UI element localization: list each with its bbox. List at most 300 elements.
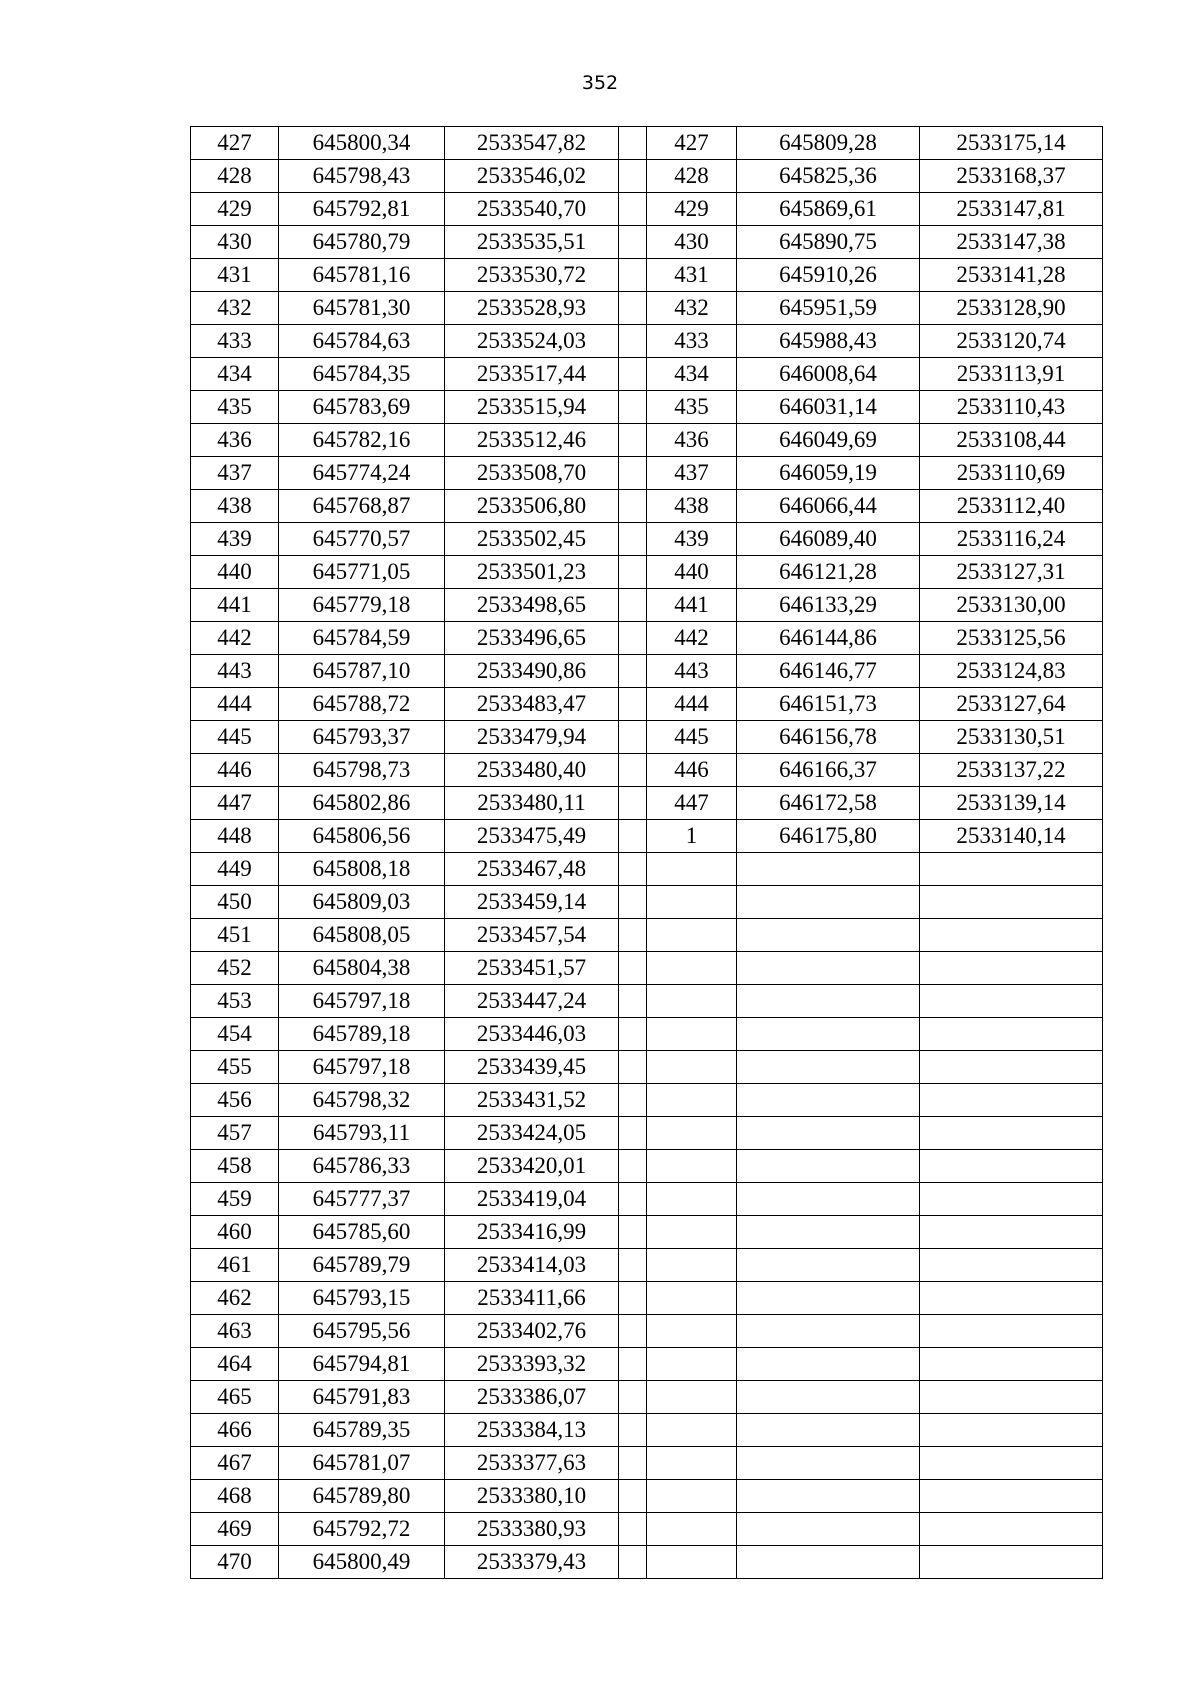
point-number-cell [647, 1150, 737, 1183]
table-row [191, 919, 1103, 952]
y-coordinate-cell: 2533175,14 [920, 127, 1103, 160]
x-coordinate-cell: 645781,07 [279, 1447, 445, 1480]
y-coordinate-cell: 2533498,65 [445, 589, 619, 622]
point-number-cell: 470 [191, 1546, 279, 1579]
spacer-cell [619, 754, 647, 787]
y-coordinate-cell: 2533431,52 [445, 1084, 619, 1117]
x-coordinate-cell: 645809,03 [279, 886, 445, 919]
y-coordinate-cell [920, 952, 1103, 985]
table-row [191, 556, 1103, 589]
table-row [191, 622, 1103, 655]
x-coordinate-cell: 645794,81 [279, 1348, 445, 1381]
spacer-cell [619, 1018, 647, 1051]
x-coordinate-cell [737, 1315, 920, 1348]
x-coordinate-cell: 645781,16 [279, 259, 445, 292]
point-number-cell: 441 [647, 589, 737, 622]
point-number-cell [647, 1381, 737, 1414]
spacer-cell [619, 1183, 647, 1216]
point-number-cell: 442 [191, 622, 279, 655]
point-number-cell: 445 [647, 721, 737, 754]
point-number-cell [647, 1249, 737, 1282]
spacer-cell [619, 1117, 647, 1150]
y-coordinate-cell: 2533439,45 [445, 1051, 619, 1084]
spacer-cell [619, 259, 647, 292]
point-number-cell: 429 [647, 193, 737, 226]
table-row [191, 886, 1103, 919]
y-coordinate-cell: 2533467,48 [445, 853, 619, 886]
spacer-cell [619, 1348, 647, 1381]
x-coordinate-cell: 645798,32 [279, 1084, 445, 1117]
y-coordinate-cell: 2533530,72 [445, 259, 619, 292]
y-coordinate-cell: 2533459,14 [445, 886, 619, 919]
x-coordinate-cell: 645797,18 [279, 985, 445, 1018]
point-number-cell: 432 [647, 292, 737, 325]
point-number-cell: 453 [191, 985, 279, 1018]
point-number-cell: 467 [191, 1447, 279, 1480]
y-coordinate-cell: 2533380,93 [445, 1513, 619, 1546]
y-coordinate-cell: 2533125,56 [920, 622, 1103, 655]
point-number-cell: 437 [191, 457, 279, 490]
x-coordinate-cell: 646133,29 [737, 589, 920, 622]
y-coordinate-cell [920, 1018, 1103, 1051]
x-coordinate-cell: 645910,26 [737, 259, 920, 292]
x-coordinate-cell: 645789,35 [279, 1414, 445, 1447]
x-coordinate-cell [737, 1282, 920, 1315]
spacer-cell [619, 127, 647, 160]
y-coordinate-cell: 2533547,82 [445, 127, 619, 160]
table-row [191, 1084, 1103, 1117]
point-number-cell: 430 [647, 226, 737, 259]
spacer-cell [619, 1282, 647, 1315]
y-coordinate-cell: 2533517,44 [445, 358, 619, 391]
y-coordinate-cell: 2533130,00 [920, 589, 1103, 622]
y-coordinate-cell [920, 1117, 1103, 1150]
point-number-cell: 445 [191, 721, 279, 754]
point-number-cell: 446 [647, 754, 737, 787]
y-coordinate-cell: 2533116,24 [920, 523, 1103, 556]
spacer-cell [619, 787, 647, 820]
spacer-cell [619, 853, 647, 886]
point-number-cell [647, 1183, 737, 1216]
table-row [191, 292, 1103, 325]
y-coordinate-cell: 2533508,70 [445, 457, 619, 490]
y-coordinate-cell: 2533120,74 [920, 325, 1103, 358]
point-number-cell: 443 [647, 655, 737, 688]
y-coordinate-cell [920, 853, 1103, 886]
coordinates-table-body [191, 127, 1103, 1579]
point-number-cell: 454 [191, 1018, 279, 1051]
y-coordinate-cell: 2533141,28 [920, 259, 1103, 292]
point-number-cell: 437 [647, 457, 737, 490]
spacer-cell [619, 1315, 647, 1348]
y-coordinate-cell: 2533451,57 [445, 952, 619, 985]
spacer-cell [619, 523, 647, 556]
y-coordinate-cell: 2533402,76 [445, 1315, 619, 1348]
y-coordinate-cell: 2533483,47 [445, 688, 619, 721]
spacer-cell [619, 1216, 647, 1249]
y-coordinate-cell [920, 1414, 1103, 1447]
x-coordinate-cell: 645777,37 [279, 1183, 445, 1216]
y-coordinate-cell: 2533393,32 [445, 1348, 619, 1381]
point-number-cell [647, 1414, 737, 1447]
table-row [191, 754, 1103, 787]
point-number-cell [647, 1546, 737, 1579]
point-number-cell: 457 [191, 1117, 279, 1150]
table-row [191, 787, 1103, 820]
y-coordinate-cell: 2533380,10 [445, 1480, 619, 1513]
page-number: 352 [581, 72, 619, 94]
x-coordinate-cell: 645988,43 [737, 325, 920, 358]
spacer-cell [619, 820, 647, 853]
x-coordinate-cell [737, 1513, 920, 1546]
y-coordinate-cell: 2533112,40 [920, 490, 1103, 523]
table-row [191, 1150, 1103, 1183]
point-number-cell [647, 1282, 737, 1315]
spacer-cell [619, 886, 647, 919]
y-coordinate-cell [920, 1546, 1103, 1579]
y-coordinate-cell: 2533447,24 [445, 985, 619, 1018]
spacer-cell [619, 226, 647, 259]
point-number-cell: 428 [191, 160, 279, 193]
point-number-cell [647, 1513, 737, 1546]
spacer-cell [619, 325, 647, 358]
x-coordinate-cell: 646008,64 [737, 358, 920, 391]
x-coordinate-cell [737, 1051, 920, 1084]
table-row [191, 853, 1103, 886]
x-coordinate-cell: 645785,60 [279, 1216, 445, 1249]
x-coordinate-cell [737, 1117, 920, 1150]
x-coordinate-cell: 646146,77 [737, 655, 920, 688]
point-number-cell: 463 [191, 1315, 279, 1348]
point-number-cell [647, 952, 737, 985]
y-coordinate-cell [920, 1051, 1103, 1084]
table-row [191, 1348, 1103, 1381]
table-row [191, 721, 1103, 754]
x-coordinate-cell: 645788,72 [279, 688, 445, 721]
x-coordinate-cell: 645825,36 [737, 160, 920, 193]
y-coordinate-cell [920, 1348, 1103, 1381]
y-coordinate-cell: 2533490,86 [445, 655, 619, 688]
point-number-cell: 452 [191, 952, 279, 985]
point-number-cell [647, 1051, 737, 1084]
point-number-cell [647, 1315, 737, 1348]
y-coordinate-cell: 2533113,91 [920, 358, 1103, 391]
y-coordinate-cell: 2533535,51 [445, 226, 619, 259]
y-coordinate-cell: 2533168,37 [920, 160, 1103, 193]
y-coordinate-cell: 2533108,44 [920, 424, 1103, 457]
table-row [191, 985, 1103, 1018]
point-number-cell: 439 [647, 523, 737, 556]
x-coordinate-cell: 645786,33 [279, 1150, 445, 1183]
x-coordinate-cell: 645795,56 [279, 1315, 445, 1348]
x-coordinate-cell: 645800,49 [279, 1546, 445, 1579]
y-coordinate-cell: 2533524,03 [445, 325, 619, 358]
point-number-cell: 427 [647, 127, 737, 160]
x-coordinate-cell: 646175,80 [737, 820, 920, 853]
table-row [191, 325, 1103, 358]
point-number-cell: 440 [191, 556, 279, 589]
y-coordinate-cell: 2533501,23 [445, 556, 619, 589]
spacer-cell [619, 1414, 647, 1447]
point-number-cell: 466 [191, 1414, 279, 1447]
y-coordinate-cell [920, 1315, 1103, 1348]
table-row [191, 952, 1103, 985]
table-row [191, 1282, 1103, 1315]
table-row [191, 1183, 1103, 1216]
x-coordinate-cell [737, 952, 920, 985]
x-coordinate-cell: 645809,28 [737, 127, 920, 160]
table-row [191, 655, 1103, 688]
point-number-cell: 431 [647, 259, 737, 292]
y-coordinate-cell: 2533130,51 [920, 721, 1103, 754]
x-coordinate-cell: 646151,73 [737, 688, 920, 721]
x-coordinate-cell [737, 985, 920, 1018]
y-coordinate-cell: 2533414,03 [445, 1249, 619, 1282]
y-coordinate-cell: 2533110,43 [920, 391, 1103, 424]
point-number-cell: 433 [647, 325, 737, 358]
y-coordinate-cell [920, 919, 1103, 952]
table-row [191, 1051, 1103, 1084]
x-coordinate-cell: 646156,78 [737, 721, 920, 754]
table-row [191, 226, 1103, 259]
table-row [191, 424, 1103, 457]
x-coordinate-cell [737, 1414, 920, 1447]
y-coordinate-cell [920, 1183, 1103, 1216]
x-coordinate-cell [737, 1018, 920, 1051]
x-coordinate-cell: 646144,86 [737, 622, 920, 655]
x-coordinate-cell: 645771,05 [279, 556, 445, 589]
y-coordinate-cell [920, 1381, 1103, 1414]
x-coordinate-cell [737, 1183, 920, 1216]
point-number-cell: 447 [647, 787, 737, 820]
x-coordinate-cell [737, 853, 920, 886]
spacer-cell [619, 160, 647, 193]
x-coordinate-cell: 645802,86 [279, 787, 445, 820]
y-coordinate-cell: 2533480,40 [445, 754, 619, 787]
x-coordinate-cell: 645791,83 [279, 1381, 445, 1414]
point-number-cell: 438 [647, 490, 737, 523]
x-coordinate-cell: 645793,11 [279, 1117, 445, 1150]
point-number-cell: 458 [191, 1150, 279, 1183]
point-number-cell: 446 [191, 754, 279, 787]
x-coordinate-cell [737, 1150, 920, 1183]
x-coordinate-cell: 645951,59 [737, 292, 920, 325]
y-coordinate-cell: 2533419,04 [445, 1183, 619, 1216]
y-coordinate-cell: 2533147,81 [920, 193, 1103, 226]
point-number-cell: 442 [647, 622, 737, 655]
point-number-cell [647, 1084, 737, 1117]
x-coordinate-cell: 646031,14 [737, 391, 920, 424]
spacer-cell [619, 490, 647, 523]
x-coordinate-cell: 645800,34 [279, 127, 445, 160]
point-number-cell: 436 [647, 424, 737, 457]
y-coordinate-cell: 2533127,31 [920, 556, 1103, 589]
y-coordinate-cell: 2533546,02 [445, 160, 619, 193]
table-row [191, 1249, 1103, 1282]
point-number-cell: 461 [191, 1249, 279, 1282]
y-coordinate-cell: 2533502,45 [445, 523, 619, 556]
x-coordinate-cell: 645783,69 [279, 391, 445, 424]
x-coordinate-cell: 646121,28 [737, 556, 920, 589]
spacer-cell [619, 985, 647, 1018]
table-row [191, 259, 1103, 292]
x-coordinate-cell [737, 1381, 920, 1414]
y-coordinate-cell [920, 1249, 1103, 1282]
x-coordinate-cell: 646049,69 [737, 424, 920, 457]
y-coordinate-cell: 2533540,70 [445, 193, 619, 226]
spacer-cell [619, 952, 647, 985]
point-number-cell: 434 [191, 358, 279, 391]
y-coordinate-cell: 2533424,05 [445, 1117, 619, 1150]
x-coordinate-cell: 645890,75 [737, 226, 920, 259]
x-coordinate-cell: 645768,87 [279, 490, 445, 523]
x-coordinate-cell: 645798,73 [279, 754, 445, 787]
point-number-cell [647, 1216, 737, 1249]
spacer-cell [619, 193, 647, 226]
x-coordinate-cell: 646172,58 [737, 787, 920, 820]
point-number-cell: 433 [191, 325, 279, 358]
point-number-cell: 460 [191, 1216, 279, 1249]
x-coordinate-cell: 645770,57 [279, 523, 445, 556]
spacer-cell [619, 688, 647, 721]
x-coordinate-cell: 645779,18 [279, 589, 445, 622]
table-row [191, 1480, 1103, 1513]
spacer-cell [619, 358, 647, 391]
y-coordinate-cell [920, 985, 1103, 1018]
spacer-cell [619, 424, 647, 457]
x-coordinate-cell [737, 1480, 920, 1513]
y-coordinate-cell [920, 886, 1103, 919]
spacer-cell [619, 457, 647, 490]
y-coordinate-cell: 2533377,63 [445, 1447, 619, 1480]
x-coordinate-cell: 645781,30 [279, 292, 445, 325]
point-number-cell: 1 [647, 820, 737, 853]
x-coordinate-cell: 645782,16 [279, 424, 445, 457]
spacer-cell [619, 919, 647, 952]
table-row [191, 193, 1103, 226]
x-coordinate-cell: 646059,19 [737, 457, 920, 490]
x-coordinate-cell [737, 1216, 920, 1249]
point-number-cell: 465 [191, 1381, 279, 1414]
table-row [191, 820, 1103, 853]
table-row [191, 1546, 1103, 1579]
x-coordinate-cell: 645789,80 [279, 1480, 445, 1513]
spacer-cell [619, 1513, 647, 1546]
y-coordinate-cell: 2533420,01 [445, 1150, 619, 1183]
table-row [191, 160, 1103, 193]
y-coordinate-cell: 2533496,65 [445, 622, 619, 655]
y-coordinate-cell: 2533124,83 [920, 655, 1103, 688]
spacer-cell [619, 1150, 647, 1183]
point-number-cell [647, 919, 737, 952]
table-row [191, 523, 1103, 556]
x-coordinate-cell: 645806,56 [279, 820, 445, 853]
point-number-cell [647, 1447, 737, 1480]
y-coordinate-cell [920, 1513, 1103, 1546]
point-number-cell: 436 [191, 424, 279, 457]
table-row [191, 1381, 1103, 1414]
spacer-cell [619, 622, 647, 655]
x-coordinate-cell: 645793,15 [279, 1282, 445, 1315]
point-number-cell: 443 [191, 655, 279, 688]
point-number-cell [647, 1480, 737, 1513]
y-coordinate-cell: 2533127,64 [920, 688, 1103, 721]
table-row [191, 127, 1103, 160]
point-number-cell: 441 [191, 589, 279, 622]
x-coordinate-cell: 645804,38 [279, 952, 445, 985]
x-coordinate-cell: 645787,10 [279, 655, 445, 688]
y-coordinate-cell [920, 1480, 1103, 1513]
spacer-cell [619, 1546, 647, 1579]
point-number-cell [647, 985, 737, 1018]
table-row [191, 688, 1103, 721]
point-number-cell: 432 [191, 292, 279, 325]
x-coordinate-cell: 645784,35 [279, 358, 445, 391]
table-row [191, 490, 1103, 523]
x-coordinate-cell: 645784,59 [279, 622, 445, 655]
point-number-cell [647, 1018, 737, 1051]
point-number-cell: 434 [647, 358, 737, 391]
y-coordinate-cell [920, 1150, 1103, 1183]
x-coordinate-cell: 645789,79 [279, 1249, 445, 1282]
y-coordinate-cell: 2533480,11 [445, 787, 619, 820]
point-number-cell: 464 [191, 1348, 279, 1381]
point-number-cell [647, 1348, 737, 1381]
x-coordinate-cell: 645793,37 [279, 721, 445, 754]
point-number-cell [647, 853, 737, 886]
y-coordinate-cell: 2533515,94 [445, 391, 619, 424]
point-number-cell: 430 [191, 226, 279, 259]
spacer-cell [619, 1084, 647, 1117]
x-coordinate-cell: 645798,43 [279, 160, 445, 193]
point-number-cell: 449 [191, 853, 279, 886]
point-number-cell: 435 [647, 391, 737, 424]
point-number-cell: 429 [191, 193, 279, 226]
y-coordinate-cell: 2533446,03 [445, 1018, 619, 1051]
x-coordinate-cell: 645780,79 [279, 226, 445, 259]
x-coordinate-cell [737, 1084, 920, 1117]
y-coordinate-cell: 2533416,99 [445, 1216, 619, 1249]
y-coordinate-cell: 2533140,14 [920, 820, 1103, 853]
point-number-cell: 455 [191, 1051, 279, 1084]
y-coordinate-cell: 2533139,14 [920, 787, 1103, 820]
point-number-cell: 469 [191, 1513, 279, 1546]
y-coordinate-cell: 2533147,38 [920, 226, 1103, 259]
point-number-cell: 440 [647, 556, 737, 589]
y-coordinate-cell: 2533128,90 [920, 292, 1103, 325]
table-row [191, 1315, 1103, 1348]
y-coordinate-cell: 2533137,22 [920, 754, 1103, 787]
table-row [191, 358, 1103, 391]
x-coordinate-cell [737, 1546, 920, 1579]
point-number-cell: 427 [191, 127, 279, 160]
point-number-cell: 456 [191, 1084, 279, 1117]
point-number-cell: 428 [647, 160, 737, 193]
point-number-cell: 468 [191, 1480, 279, 1513]
y-coordinate-cell [920, 1216, 1103, 1249]
x-coordinate-cell: 645797,18 [279, 1051, 445, 1084]
point-number-cell [647, 886, 737, 919]
y-coordinate-cell [920, 1084, 1103, 1117]
spacer-cell [619, 1447, 647, 1480]
x-coordinate-cell: 645808,05 [279, 919, 445, 952]
spacer-cell [619, 391, 647, 424]
y-coordinate-cell: 2533475,49 [445, 820, 619, 853]
table-row [191, 1216, 1103, 1249]
point-number-cell: 448 [191, 820, 279, 853]
point-number-cell: 438 [191, 490, 279, 523]
spacer-cell [619, 589, 647, 622]
